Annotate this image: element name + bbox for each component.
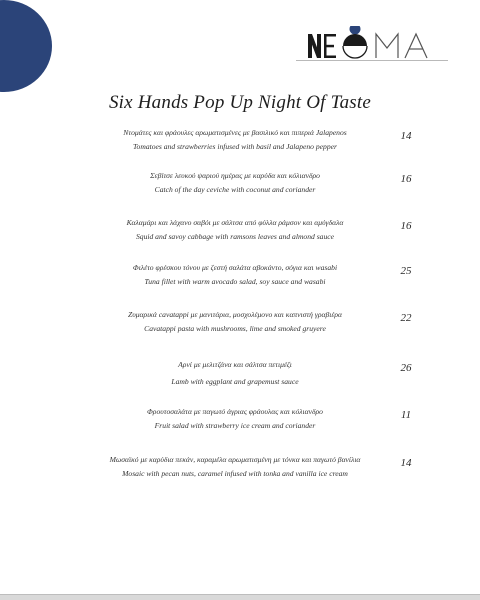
logo-rule <box>296 60 448 61</box>
menu-item-price: 16 <box>400 220 412 232</box>
menu-item-english: Fruit salad with strawberry ice cream and coriander <box>154 421 316 430</box>
page-bottom-edge <box>0 594 480 600</box>
menu-item-english: Tuna fillet with warm avocado salad, soy sauce and wasabi <box>144 277 326 286</box>
menu-item-price: 14 <box>400 457 412 469</box>
menu-item-greek: Ντομάτες και φράουλες αρωματισμένες με βασιλικό και πιπεριά Jalapenos <box>123 128 347 137</box>
menu-item-price: 16 <box>400 173 412 185</box>
decorative-circle <box>0 0 52 92</box>
menu-item-greek: Καλαμάρι και λάχανο σαβόι με σάλτσα από φύλλα ράμσον και αμύγδαλα <box>126 218 344 227</box>
menu-item-greek: Σεβίτσε λευκού ψαριού ημέρας με καρύδα και κόλιανδρο <box>150 171 320 180</box>
menu-item-price: 22 <box>400 312 412 324</box>
menu-item-greek: Αρνί με μελιτζάνα και σάλτσα πετιμέζι <box>178 360 292 369</box>
menu-item-price: 26 <box>400 362 412 374</box>
menu-item-english: Lamb with eggplant and grapemust sauce <box>171 377 299 386</box>
menu-item-english: Mosaic with pecan nuts, caramel infused with tonka and vanilla ice cream <box>122 469 348 478</box>
menu-item-english: Squid and savoy cabbage with ramsons leaves and almond sauce <box>135 232 335 241</box>
menu-item-price: 11 <box>400 409 412 421</box>
menu-item-greek: Φιλέτο φρέσκου τόνου με ζεστή σαλάτα αβοκάντο, σόγια και wasabi <box>132 263 338 272</box>
menu-title: Six Hands Pop Up Night Of Taste <box>108 92 371 113</box>
menu-item-english: Cavatappi pasta with mushrooms, lime and smoked gruyere <box>144 324 326 333</box>
brand-logo <box>308 26 446 64</box>
menu-item-price: 25 <box>400 265 412 277</box>
menu-item-greek: Ζυμαρικά cavatappi με μανιτάρια, μοσχολέμονο και καπνιστή γραβιέρα <box>128 310 342 319</box>
menu-item-greek: Φρουτοσαλάτα με παγωτό άγριας φράουλας και κόλιανδρο <box>147 407 323 416</box>
menu-item-greek: Μωσαϊκό με καρύδια πεκάν, καραμέλα αρωματισμένη με τόνκα και παγωτό βανίλια <box>109 455 361 464</box>
menu-item-english: Catch of the day ceviche with coconut and coriander <box>154 185 316 194</box>
menu-item-english: Tomatoes and strawberries infused with basil and Jalapeno pepper <box>133 142 337 151</box>
menu-item-price: 14 <box>400 130 412 142</box>
